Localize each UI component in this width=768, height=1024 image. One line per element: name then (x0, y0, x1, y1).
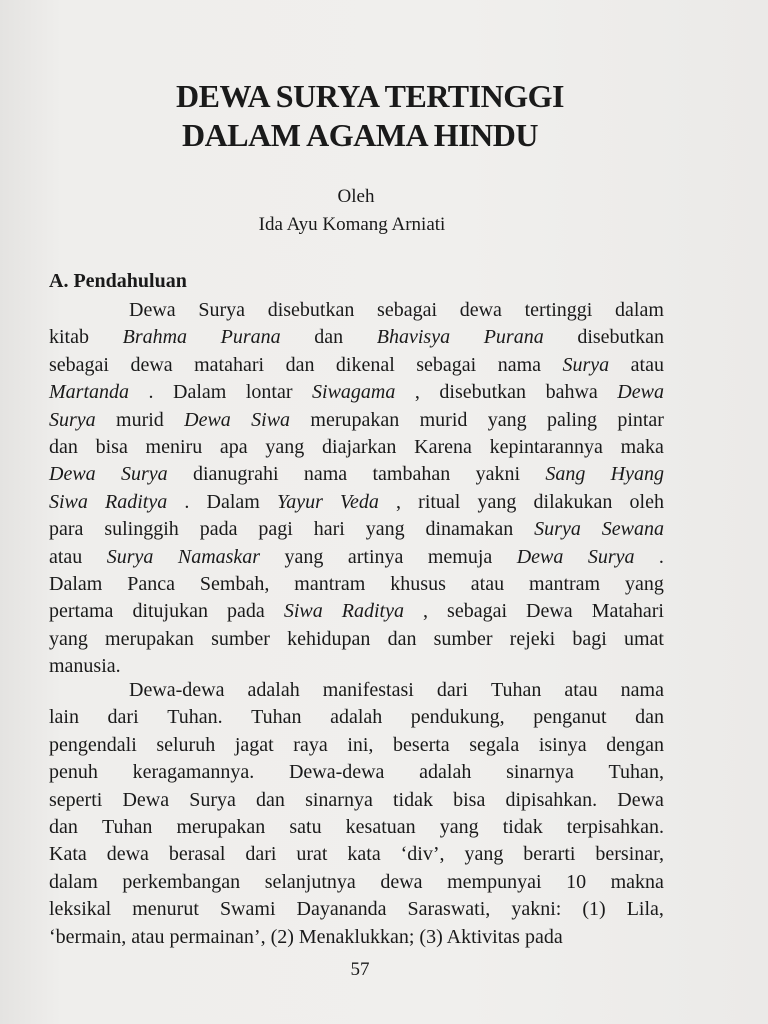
text-line: lain dari Tuhan. Tuhan adalah pendukung, penganut dan (49, 706, 664, 729)
page-number: 57 (350, 959, 370, 980)
text-line: penuh keragamannya. Dewa-dewa adalah sinarnya Tuhan, (49, 761, 664, 784)
author-name: Ida Ayu Komang Arniati (258, 214, 446, 235)
text-line: dan bisa meniru apa yang diajarkan Karena kepintarannya maka (49, 436, 664, 458)
text-line: Dalam Panca Sembah, mantram khusus atau mantram yang (49, 573, 664, 595)
text-line: pengendali seluruh jagat raya ini, beserta segala isinya dengan (49, 733, 664, 756)
text-line: Dewa Surya disebutkan sebagai dewa tertinggi dalam (129, 299, 664, 321)
text-line: Siwa Raditya . Dalam Yayur Veda , ritual yang dilakukan oleh (49, 490, 664, 513)
text-line: Dewa Surya dianugrahi nama tambahan yakni Sang Hyang (49, 463, 664, 486)
text-line: para sulinggih pada pagi hari yang dinamakan Surya Sewana (49, 518, 664, 541)
text-line: ‘bermain, atau permainan’, (2) Menaklukkan; (3) Aktivitas pada (49, 925, 563, 948)
text-line: Surya murid Dewa Siwa merupakan murid yang paling pintar (49, 408, 664, 431)
title-line-1: DEWA SURYA TERTINGGI (176, 78, 564, 114)
title-line-2: DALAM AGAMA HINDU (182, 117, 538, 153)
text-line: leksikal menurut Swami Dayananda Saraswati, yakni: (1) Lila, (49, 898, 664, 921)
text-line: seperti Dewa Surya dan sinarnya tidak bisa dipisahkan. Dewa (49, 788, 664, 811)
text-line: atau Surya Namaskar yang artinya memuja Dewa Surya . (49, 545, 664, 568)
text-line: dan Tuhan merupakan satu kesatuan yang tidak terpisahkan. (49, 816, 664, 838)
text-line: manusia. (49, 655, 121, 678)
text-line: sebagai dewa matahari dan dikenal sebagai nama Surya atau (49, 353, 664, 376)
section-heading: A. Pendahuluan (49, 270, 187, 292)
text-line: kitab Brahma Purana dan Bhavisya Purana disebutkan (49, 326, 664, 349)
byline-oleh: Oleh (337, 186, 375, 207)
text-line: Dewa-dewa adalah manifestasi dari Tuhan atau nama (129, 679, 664, 701)
text-line: dalam perkembangan selanjutnya dewa mempunyai 10 makna (49, 870, 664, 893)
text-line: Kata dewa berasal dari urat kata ‘div’, yang berarti bersinar, (49, 843, 664, 866)
text-line: yang merupakan sumber kehidupan dan sumber rejeki bagi umat (49, 627, 664, 650)
text-line: pertama ditujukan pada Siwa Raditya , sebagai Dewa Matahari (49, 600, 664, 623)
text-line: Martanda . Dalam lontar Siwagama , disebutkan bahwa Dewa (49, 381, 664, 404)
